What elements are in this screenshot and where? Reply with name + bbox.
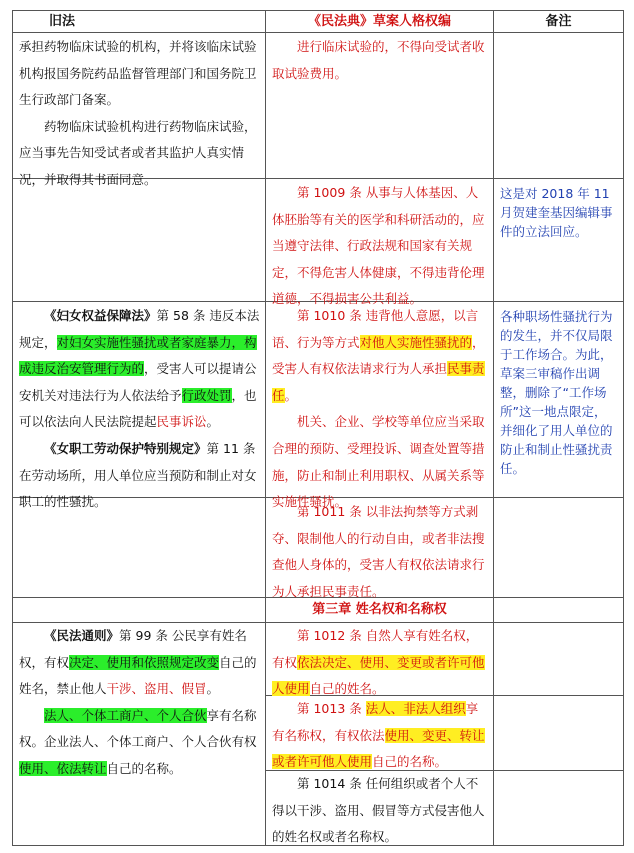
- article-1010-para2: 机关、企业、学校等单位应当采取合理的预防、受理投诉、调查处置等措施，防止和制止利用职权、从属关系等实施性骚扰。: [272, 414, 485, 510]
- article-1014-cell: [266, 771, 493, 851]
- row6-old-text2: 自己的姓名，禁止他人: [19, 654, 257, 697]
- highlight-legal-entities: 法人、非法人组织: [365, 701, 466, 716]
- article-1013-text2: 享有名称权，有权依法: [272, 701, 479, 743]
- article-1013-text3: 自己的名称。: [372, 754, 448, 770]
- row6-old-text5: 自己的名称。: [106, 760, 182, 776]
- row4-new-cell: [266, 499, 493, 605]
- civil-litigation-text: 民事诉讼: [156, 414, 207, 430]
- article-1010-text2: ，受害人有权依法请求行为人承担: [272, 334, 485, 377]
- article-1010-text3: 。: [284, 387, 298, 403]
- highlight-decide-use-change: 决定、使用和依照规定改变: [69, 654, 220, 670]
- row3-old-cell: [13, 303, 265, 516]
- row3-old-text1: 第 58 条 违反本法规定，: [19, 308, 260, 350]
- highlight-harassment-violence: 对妇女实施性骚扰或者家庭暴力，构成违反治安管理行为的: [19, 334, 257, 377]
- article-1012-text1: 第 1012 条 自然人享有姓名权，有权: [272, 628, 479, 670]
- female-worker-rules-title: 《女职工劳动保护特别规定》: [44, 440, 207, 456]
- general-principles-title: 《民法通则》: [44, 628, 120, 643]
- row3-note: 各种职场性骚扰行为的发生，并不仅局限于工作场合。为此，草案三审稿作出调整，删除了“工作场所”这一地点限定，并细化了用人单位的防止和制止性骚扰责任。: [500, 309, 613, 476]
- law-comparison-table: [12, 10, 624, 846]
- header-civil-code-draft: 《民法典》草案人格权编: [307, 14, 451, 29]
- article-1012-cell: [266, 623, 493, 703]
- highlight-admin-penalty: 行政处罚: [181, 387, 232, 403]
- row2-new-cell: [266, 180, 493, 313]
- row3-old-text3: ，也可以依法向人民法院提起: [19, 387, 257, 430]
- row1-new-para1: 进行临床试验的，不得向受试者收取试验费用。: [272, 39, 485, 81]
- row1-old-para2: 药物临床试验机构进行药物临床试验，应当事先告知受试者或者其监护人真实情况，并取得其书面同意。: [19, 118, 257, 187]
- row3-new-cell: [266, 303, 493, 516]
- article-1013-cell: [266, 696, 493, 776]
- highlight-entities: 法人、个体工商户、个人合伙: [44, 707, 207, 723]
- row2-note: 这是对 2018 年 11 月贺建奎基因编辑事件的立法回应。: [500, 186, 613, 239]
- highlight-civil-liability: 民事责任: [272, 361, 485, 403]
- chapter-title: 第三章 姓名权和名称权: [312, 602, 447, 617]
- article-1009: 第 1009 条 从事与人体基因、人体胚胎等有关的医学和科研活动的，应当遵守法律、行政法规和国家有关规定，不得危害人体健康，不得违背伦理道德，不得损害公共利益。: [272, 185, 485, 307]
- article-1010-text1: 第 1010 条 违背他人意愿，以言语、行为等方式: [272, 308, 479, 350]
- row6-old-cell: [13, 623, 265, 783]
- article-1014: 第 1014 条 任何组织或者个人不得以干涉、盗用、假冒等方式侵害他人的姓名权或者名称权。: [272, 776, 485, 845]
- highlight-name-rights: 依法决定、使用、变更或者许可他人使用: [272, 654, 485, 697]
- row3-old-text5: 第 11 条 在劳动场所，用人单位应当预防和制止对女职工的性骚扰。: [19, 440, 257, 510]
- row1-old-para1: 承担药物临床试验的机构，并将该临床试验机构报国务院药品监督管理部门和国务院卫生行政部门备案。: [19, 39, 257, 108]
- highlight-use-change-transfer: 使用、变更、转让或者许可他人使用: [272, 727, 485, 770]
- header-notes: 备注: [545, 14, 572, 29]
- row3-old-text2: ，受害人可以提请公安机关对违法行为人依法给予: [19, 361, 257, 403]
- article-1011: 第 1011 条 以非法拘禁等方式剥夺、限制他人的行动自由，或者非法搜查他人身体的，受害人有权依法请求行为人承担民事责任。: [272, 504, 485, 599]
- row6-old-text1: 第 99 条 公民享有姓名权，有权: [19, 628, 247, 670]
- header-old-law: 旧法: [48, 14, 75, 29]
- interfere-misuse-text: 干涉、盗用、假冒: [106, 681, 207, 697]
- row3-old-text4: 。: [206, 414, 220, 430]
- highlight-harassment: 对他人实施性骚扰的: [359, 334, 473, 350]
- article-1013-text1: 第 1013 条: [297, 701, 366, 716]
- women-rights-law-title: 《妇女权益保障法》: [44, 308, 157, 323]
- row1-new-cell: [266, 34, 493, 87]
- row1-old-cell: [13, 34, 265, 194]
- row6-old-text4: 享有名称权。企业法人、个体工商户、个人合伙有权: [19, 707, 257, 750]
- highlight-use-transfer: 使用、依法转让: [19, 760, 107, 776]
- article-1012-text2: 自己的姓名。: [309, 681, 385, 697]
- row6-old-text3: 。: [206, 681, 220, 697]
